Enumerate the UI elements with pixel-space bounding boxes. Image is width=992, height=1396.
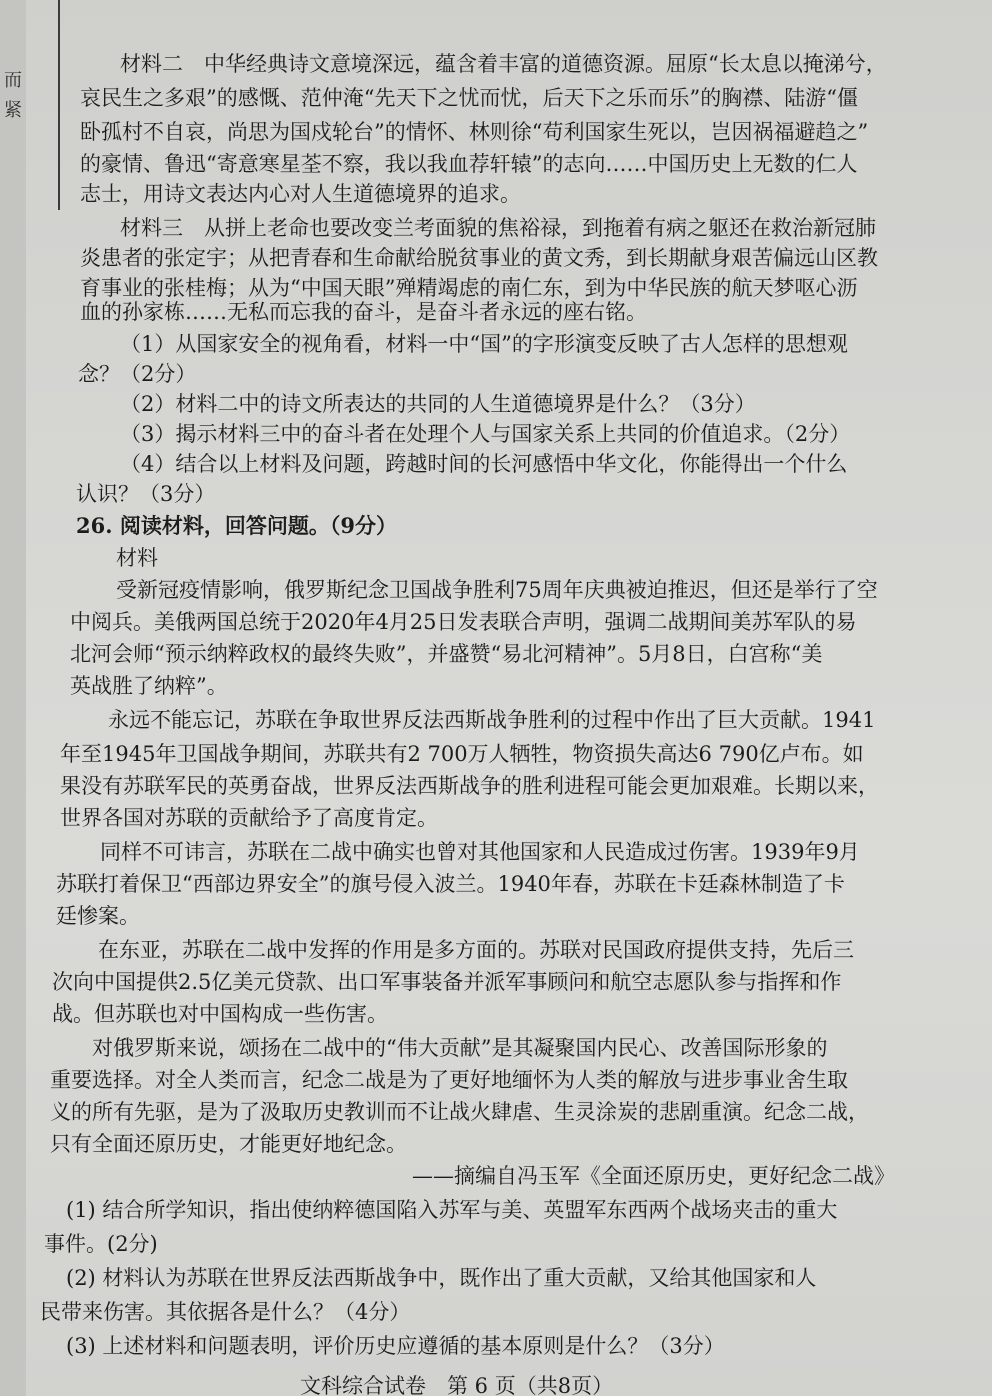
material-paragraph-line: 重要选择。对全人类而言，纪念二战是为了更好地缅怀为人类的解放与进步事业舍生取 [50,1068,848,1092]
material-2-line: 哀民生之多艰”的感慨、范仲淹“先天下之忧而忧，后天下之乐而乐”的胸襟、陆游“僵 [80,86,858,110]
material-paragraph-line: 次向中国提供2.5亿美元贷款、出口军事装备并派军事顾问和航空志愿队参与指挥和作 [52,970,842,994]
material-paragraph-line: 受新冠疫情影响，俄罗斯纪念卫国战争胜利75周年庆典被迫推迟，但还是举行了空 [116,578,878,602]
question-25-4: （4）结合以上材料及问题，跨越时间的长河感悟中华文化，你能得出一个什么 [120,452,848,476]
material-paragraph-line: 年至1945年卫国战争期间，苏联共有2 700万人牺牲，物资损失高达6 790亿卢布。如 [60,742,864,766]
material-paragraph-line: 廷惨案。 [56,904,140,928]
material-3-line: 材料三 从拼上老命也要改变兰考面貌的焦裕禄，到拖着有病之躯还在救治新冠肺 [120,216,876,240]
material-2-line: 材料二 中华经典诗文意境深远，蕴含着丰富的道德资源。屈原“长太息以掩涕兮， [120,52,887,76]
question-26-2-cont: 民带来伤害。其依据各是什么？（4分） [40,1300,411,1324]
source-citation: ——摘编自冯玉军《全面还原历史，更好纪念二战》 [412,1164,895,1188]
material-paragraph-line: 在东亚，苏联在二战中发挥的作用是多方面的。苏联对民国政府提供支持，先后三 [98,938,854,962]
material-paragraph-line: 只有全面还原历史，才能更好地纪念。 [50,1132,407,1156]
material-2-line: 的豪情、鲁迅“寄意寒星荃不察，我以我血荐轩辕”的志向……中国历史上无数的仁人 [80,152,858,176]
question-25-4-cont: 认识？（3分） [76,482,216,506]
material-paragraph-line: 苏联打着保卫“西部边界安全”的旗号侵入波兰。1940年春，苏联在卡廷森林制造了卡 [56,872,845,896]
question-25-1-cont: 念？（2分） [78,362,197,386]
material-3-line: 炎患者的张定宇；从把青春和生命献给脱贫事业的黄文秀，到长期献身艰苦偏远山区教 [80,246,878,270]
material-paragraph-line: 果没有苏联军民的英勇奋战，世界反法西斯战争的胜利进程可能会更加艰难。长期以来， [60,774,879,798]
material-paragraph-line: 战。但苏联也对中国构成一些伤害。 [52,1002,388,1026]
binding-fold-line [58,0,60,210]
material-paragraph-line: 北河会师“预示纳粹政权的最终失败”，并盛赞“易北河精神”。5月8日，白宫称“美 [70,642,823,666]
question-25-2: （2）材料二中的诗文所表达的共同的人生道德境界是什么？（3分） [120,392,756,416]
margin-char: 而 [4,70,22,91]
material-paragraph-line: 中阅兵。美俄两国总统于2020年4月25日发表联合声明，强调二战期间美苏军队的易 [70,610,857,634]
question-26-1: (1) 结合所学知识，指出使纳粹德国陷入苏军与美、英盟军东西两个战场夹击的重大 [66,1198,838,1222]
question-25-1: （1）从国家安全的视角看，材料一中“国”的字形演变反映了古人怎样的思想观 [120,332,848,356]
material-2-line: 志士，用诗文表达内心对人生道德境界的追求。 [80,182,521,206]
material-paragraph-line: 义的所有先驱，是为了汲取历史教训而不让战火肆虐、生灵涂炭的悲剧重演。纪念二战， [50,1100,869,1124]
material-paragraph-line: 对俄罗斯来说，颂扬在二战中的“伟大贡献”是其凝聚国内民心、改善国际形象的 [92,1036,828,1060]
margin-char: 紧 [4,100,22,121]
question-26-2: (2) 材料认为苏联在世界反法西斯战争中，既作出了重大贡献，又给其他国家和人 [66,1266,817,1290]
question-26-heading: 26. 阅读材料，回答问题。（9分） [76,513,397,538]
material-label: 材料 [116,546,158,570]
material-paragraph-line: 永远不能忘记，苏联在争取世界反法西斯战争胜利的过程中作出了巨大贡献。1941 [108,708,876,732]
question-25-3: （3）揭示材料三中的奋斗者在处理个人与国家关系上共同的价值追求。（2分） [120,422,851,446]
material-2-line: 卧孤村不自哀，尚思为国戍轮台”的情怀、林则徐“苟利国家生死以，岂因祸福避趋之” [80,120,869,144]
material-paragraph-line: 同样不可讳言，苏联在二战中确实也曾对其他国家和人民造成过伤害。1939年9月 [100,840,860,864]
material-3-line: 血的孙家栋……无私而忘我的奋斗，是奋斗者永远的座右铭。 [80,300,647,324]
material-paragraph-line: 英战胜了纳粹”。 [70,674,228,698]
page-footer: 文科综合试卷 第 6 页（共8页） [300,1374,614,1396]
question-26-1-cont: 事件。(2分) [44,1232,158,1256]
left-margin-strip [0,0,26,1396]
material-paragraph-line: 世界各国对苏联的贡献给予了高度肯定。 [60,806,438,830]
material-3-line: 育事业的张桂梅；从为“中国天眼”殚精竭虑的南仁东，到为中华民族的航天梦呕心沥 [80,276,858,300]
question-26-3: (3) 上述材料和问题表明，评价历史应遵循的基本原则是什么？（3分） [66,1334,725,1358]
